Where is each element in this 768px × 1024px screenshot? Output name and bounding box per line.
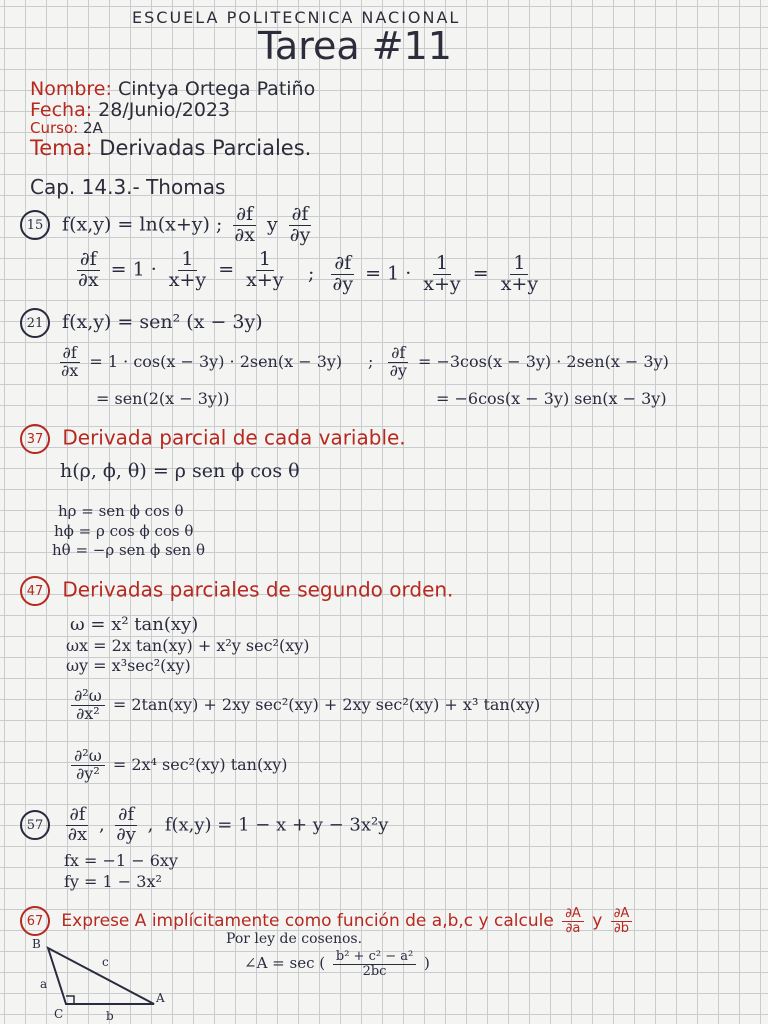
problem-21-number: 21 [20,308,50,338]
problem-67-note: Por ley de cosenos. [226,931,363,947]
problem-57-number: 57 [20,810,50,840]
problem-57-function: f(x,y) = 1 − x + y − 3x²y [164,814,389,836]
side-a-label: a [40,977,48,991]
problem-15-number: 15 [20,210,50,240]
problem-15-fx: $\frac{\partial f}{\partial x}$ = 1 · $\frac{1}{x+y}$ = $\frac{1}{x+y}$ [78,248,284,291]
curso-line [30,119,103,137]
problem-21-fx-simplified: = sen(2(x − 3y)) [96,389,230,408]
problem-21-function: f(x,y) = sen² (x − 3y) [62,311,263,333]
problem-47-w: ω = x² tan(xy) [70,614,199,635]
dA-db-fraction: $\frac{\partial A}{\partial b}$ [611,907,633,935]
fecha-line [30,99,230,121]
tema-line [30,136,311,160]
vertex-C-label: C [54,1007,64,1021]
right-angle-mark [66,996,74,1004]
problem-15-function: f(x,y) = ln(x+y) ; [62,213,223,236]
dA-da-fraction: $\frac{\partial A}{\partial a}$ [562,907,584,935]
nombre-value: Cintya Ortega Patiño [117,78,316,100]
problem-47-wyy: $\frac{\text{∂²ω}}{\text{∂y²}}$ = 2x⁴ sec²(xy) tan(xy) [68,748,288,783]
problem-47-heading-line [20,576,453,606]
problem-47-wxx: $\frac{\text{∂²ω}}{\text{∂x²}}$ = 2tan(xy) + 2xy sec²(xy) + 2xy sec²(xy) + x³ tan(xy) [68,688,540,723]
problem-47-wx: ωx = 2x tan(xy) + x²y sec²(xy) [66,636,310,655]
problem-21-statement [20,308,263,338]
problem-37-function: h(ρ, ϕ, θ) = ρ sen ϕ cos θ [60,460,300,482]
nombre-line [30,78,315,100]
curso-value: 2A [82,119,103,137]
problem-47-heading: Derivadas parciales de segundo orden. [62,577,454,602]
problem-37-h-phi: hϕ = ρ cos ϕ cos θ [54,522,194,540]
df-dy-fraction: $\frac{\partial f}{\partial y}$ [289,203,311,246]
fecha-label: Fecha: [30,99,93,121]
problem-21-fy-simplified: = −6cos(x − 3y) sen(x − 3y) [436,389,667,408]
problem-21-fx: $\frac{\partial f}{\partial x}$ = 1 · cos(x − 3y) · 2sen(x − 3y) [61,343,343,380]
tema-value: Derivadas Parciales. [99,136,312,160]
problem-57-fx: fx = −1 − 6xy [64,851,178,870]
curso-label: Curso: [30,119,79,137]
problem-15-statement [20,205,316,246]
problem-47-number: 47 [20,576,50,606]
problem-21-fy: ; $\frac{\partial f}{\partial y}$ = −3cos(x − 3y) · 2sen(x − 3y) [368,343,669,380]
problem-37-number: 37 [20,424,50,454]
problem-67-heading-line: 67 Exprese A implícitamente como función de a,b,c y calcule $\frac{\partial A}{\partial a}$ y $\frac{\partial A}{\partial b}$ [20,906,635,936]
problem-57-statement: 57 $\frac{\partial f}{\partial x}$ , $\frac{\partial f}{\partial y}$ , f(x,y) = 1 − x + y − 3x²y [20,806,388,845]
problem-37-heading-line [20,424,406,454]
tema-label: Tema: [30,136,93,160]
school-name: ESCUELA POLITECNICA NACIONAL [132,8,461,27]
nombre-label: Nombre: [30,78,112,100]
problem-57-fy: fy = 1 − 3x² [64,872,162,891]
problem-67-heading: Exprese A implícitamente como función de a,b,c y calcule [61,911,554,931]
problem-15-and: y [266,213,278,236]
problem-67-angle: ∠A = sec ( $\frac{\text{b² + c² − a²}}{2bc}$ ) [244,949,430,979]
side-c-label: c [102,955,109,969]
problem-47-wy: ωy = x³sec²(xy) [66,656,191,675]
triangle-shape [48,948,154,1004]
df-dx-fraction: $\frac{\partial f}{\partial x}$ [234,203,255,246]
problem-67-number: 67 [20,906,50,936]
triangle-diagram [26,936,176,1022]
problem-37-h-rho: hρ = sen ϕ cos θ [58,502,184,520]
assignment-title: Tarea #11 [258,24,452,68]
problem-37-h-theta: hθ = −ρ sen ϕ sen θ [52,541,205,559]
vertex-A-label: A [156,991,165,1005]
chapter-reference: Cap. 14.3.- Thomas [30,175,226,199]
problem-15-fy: ; $\frac{\partial f}{\partial y}$ = 1 · $\frac{1}{x+y}$ = $\frac{1}{x+y}$ [308,252,539,295]
fecha-value: 28/Junio/2023 [98,99,231,121]
vertex-B-label: B [32,937,41,951]
problem-37-heading: Derivada parcial de cada variable. [62,425,406,450]
side-b-label: b [106,1009,114,1022]
